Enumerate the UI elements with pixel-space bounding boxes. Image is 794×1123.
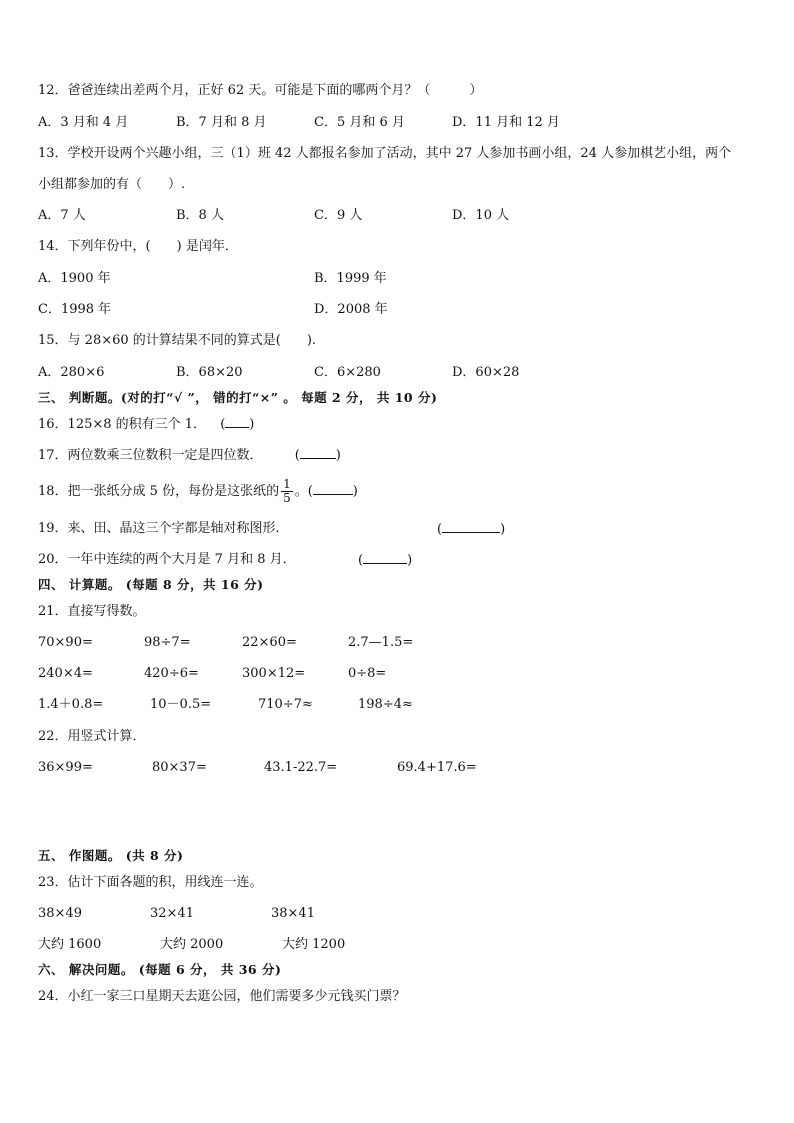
q23-expr-1[interactable]: 38×49 — [38, 906, 82, 921]
q18-fraction — [281, 478, 293, 505]
q21-stem: 21．直接写得数。 — [38, 604, 146, 619]
q18-row — [38, 478, 358, 505]
section-4-heading: 四、 计算题。 (每题 8 分，共 16 分) — [38, 577, 264, 592]
q21-r3-c1: 1.4＋0.8= — [38, 697, 104, 712]
q21-r3-c3: 710÷7≈ — [258, 697, 313, 712]
q15-option-a[interactable]: A．280×6 — [38, 365, 105, 380]
q13-option-c[interactable]: C．9 人 — [314, 208, 363, 223]
q18-tail: 。( — [294, 484, 313, 499]
q21-r1-c2: 98÷7= — [144, 635, 191, 650]
q12-option-b[interactable]: B．7 月和 8 月 — [176, 115, 267, 130]
q14-option-c[interactable]: C．1998 年 — [38, 302, 112, 317]
q21-r2-c1: 240×4= — [38, 666, 93, 681]
section-3-heading: 三、 判断题。(对的打“√ ”， 错的打“×” 。 每题 2 分， 共 10 分) — [38, 390, 438, 405]
q15-stem: 15．与 28×60 的计算结果不同的算式是( ). — [38, 333, 317, 348]
q21-r3-c2: 10－0.5= — [150, 697, 212, 712]
q19-answer-blank[interactable] — [442, 520, 500, 533]
q16-stem: 16．125×8 的积有三个 1． — [38, 417, 207, 432]
q16-row — [38, 415, 254, 434]
q21-r3-c4: 198÷4≈ — [358, 697, 413, 712]
q23-expr-3[interactable]: 38×41 — [271, 906, 315, 921]
q21-r1-c1: 70×90= — [38, 635, 93, 650]
q24-stem: 24．小红一家三口星期天去逛公园，他们需要多少元钱买门票？ — [38, 989, 406, 1004]
q17-stem: 17．两位数乘三位数积一定是四位数． — [38, 448, 263, 463]
section-5-heading: 五、 作图题。 (共 8 分) — [38, 848, 184, 863]
q16-paren-open: ( — [220, 417, 226, 432]
q20-row — [38, 551, 413, 569]
q18-stem: 18．把一张纸分成 5 份，每份是这张纸的 — [38, 484, 280, 499]
q20-answer-blank[interactable] — [363, 551, 407, 564]
q23-estimate-3[interactable]: 大约 1200 — [282, 937, 346, 952]
q20-answer — [358, 551, 412, 570]
q14-option-a[interactable]: A．1900 年 — [38, 271, 111, 286]
q22-c4: 69.4+17.6= — [397, 760, 477, 775]
q19-paren-close: ) — [500, 522, 506, 537]
q19-stem: 19．来、田、晶这三个字都是轴对称图形． — [38, 521, 289, 536]
q14-option-b[interactable]: B．1999 年 — [314, 271, 387, 286]
q17-paren-open: ( — [294, 448, 300, 463]
q21-r1-c4: 2.7—1.5= — [348, 635, 414, 650]
q13-stem-line2: 小组都参加的有（ ）. — [38, 177, 186, 192]
q19-row — [38, 520, 506, 538]
q18-paren-close: ) — [352, 484, 358, 499]
q20-paren-close: ) — [407, 553, 413, 568]
q22-c1: 36×99= — [38, 760, 93, 775]
q14-stem: 14．下列年份中，( ) 是闰年． — [38, 239, 238, 254]
q21-r2-c2: 420÷6= — [144, 666, 199, 681]
q18-fraction-denominator: 5 — [283, 491, 291, 505]
q12-option-a[interactable]: A．3 月和 4 月 — [38, 115, 129, 130]
q17-answer-blank[interactable] — [300, 446, 336, 459]
q18-answer-blank[interactable] — [313, 482, 353, 495]
q16-answer-blank[interactable] — [225, 415, 249, 428]
q12-option-d[interactable]: D．11 月和 12 月 — [452, 115, 560, 130]
section-6-heading: 六、 解决问题。 (每题 6 分， 共 36 分) — [38, 962, 282, 977]
q20-paren-open: ( — [358, 553, 364, 568]
q21-r2-c3: 300×12= — [242, 666, 306, 681]
q15-option-b[interactable]: B．68×20 — [176, 365, 243, 380]
q22-c2: 80×37= — [152, 760, 207, 775]
q17-row — [38, 446, 341, 465]
q21-r2-c4: 0÷8= — [348, 666, 387, 681]
q13-option-a[interactable]: A．7 人 — [38, 208, 86, 223]
q22-stem: 22．用竖式计算． — [38, 729, 146, 744]
q23-expr-2[interactable]: 32×41 — [150, 906, 194, 921]
q13-option-b[interactable]: B．8 人 — [176, 208, 224, 223]
q13-stem-line1: 13．学校开设两个兴趣小组，三（1）班 42 人都报名参加了活动，其中 27 人参加书画小组，24 人参加棋艺小组，两个 — [38, 146, 732, 161]
q22-c3: 43.1-22.7= — [264, 760, 338, 775]
q13-option-d[interactable]: D．10 人 — [452, 208, 510, 223]
q23-estimate-2[interactable]: 大约 2000 — [160, 937, 224, 952]
q21-r1-c3: 22×60= — [242, 635, 297, 650]
q15-option-d[interactable]: D．60×28 — [452, 365, 520, 380]
q19-answer — [437, 520, 505, 539]
q19-paren-open: ( — [437, 522, 443, 537]
q23-stem: 23．估计下面各题的积，用线连一连。 — [38, 875, 263, 890]
q20-stem: 20．一年中连续的两个大月是 7 月和 8 月． — [38, 552, 296, 567]
q23-estimate-1[interactable]: 大约 1600 — [38, 937, 102, 952]
q17-paren-close: ) — [335, 448, 341, 463]
q16-paren-close: ) — [249, 417, 255, 432]
q14-option-d[interactable]: D．2008 年 — [314, 302, 388, 317]
q12-option-c[interactable]: C．5 月和 6 月 — [314, 115, 405, 130]
q15-option-c[interactable]: C．6×280 — [314, 365, 381, 380]
q18-fraction-numerator: 1 — [283, 477, 291, 491]
q12-stem: 12．爸爸连续出差两个月，正好 62 天。可能是下面的哪两个月？（ ） — [38, 83, 483, 98]
